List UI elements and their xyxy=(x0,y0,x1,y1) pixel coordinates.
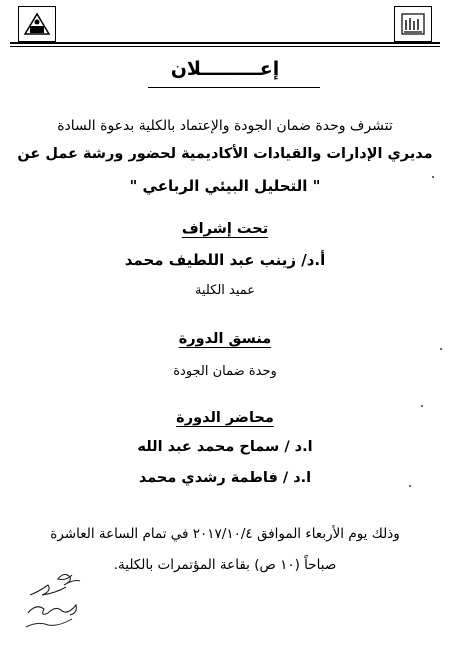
scan-speck xyxy=(409,485,411,487)
supervisor-role: عميد الكلية xyxy=(194,283,256,298)
schedule-line-2: صباحاً (١٠ ص) بقاعة المؤتمرات بالكلية. xyxy=(113,557,337,573)
header-rule xyxy=(10,42,440,44)
announcement-title: إعـــــــــلان xyxy=(170,58,280,80)
intro-line-1: تتشرف وحدة ضمان الجودة والإعتماد بالكلية بدعوة السادة xyxy=(57,118,393,134)
scan-speck xyxy=(440,348,442,350)
handwritten-signature-icon xyxy=(22,565,102,635)
supervisor-name: أ.د/ زينب عبد اللطيف محمد xyxy=(124,251,326,269)
faculty-logo-icon xyxy=(394,6,432,42)
coordinator-heading: منسق الدورة xyxy=(178,331,272,347)
university-logo-icon xyxy=(18,6,56,42)
lecturer-item: ا.د / سماح محمد عبد الله xyxy=(137,439,313,455)
lecturers-heading: محاضر الدورة xyxy=(176,410,274,426)
coordinator-value: وحدة ضمان الجودة xyxy=(173,364,277,379)
scan-speck xyxy=(421,405,423,407)
intro-line-2: مديري الإدارات والقيادات الأكاديمية لحضور ورشة عمل عن xyxy=(17,146,433,162)
scan-speck xyxy=(432,176,434,178)
header-rule-thin xyxy=(10,46,440,47)
supervision-heading: تحت إشراف xyxy=(181,221,269,237)
schedule-line-1: وذلك يوم الأربعاء الموافق ٢٠١٧/١٠/٤ في تمام الساعة العاشرة xyxy=(50,526,400,542)
workshop-title: " التحليل البيئي الرباعي " xyxy=(129,177,321,195)
title-underline xyxy=(148,87,320,88)
lecturer-item: ا.د / فاطمة رشدي محمد xyxy=(138,470,312,486)
